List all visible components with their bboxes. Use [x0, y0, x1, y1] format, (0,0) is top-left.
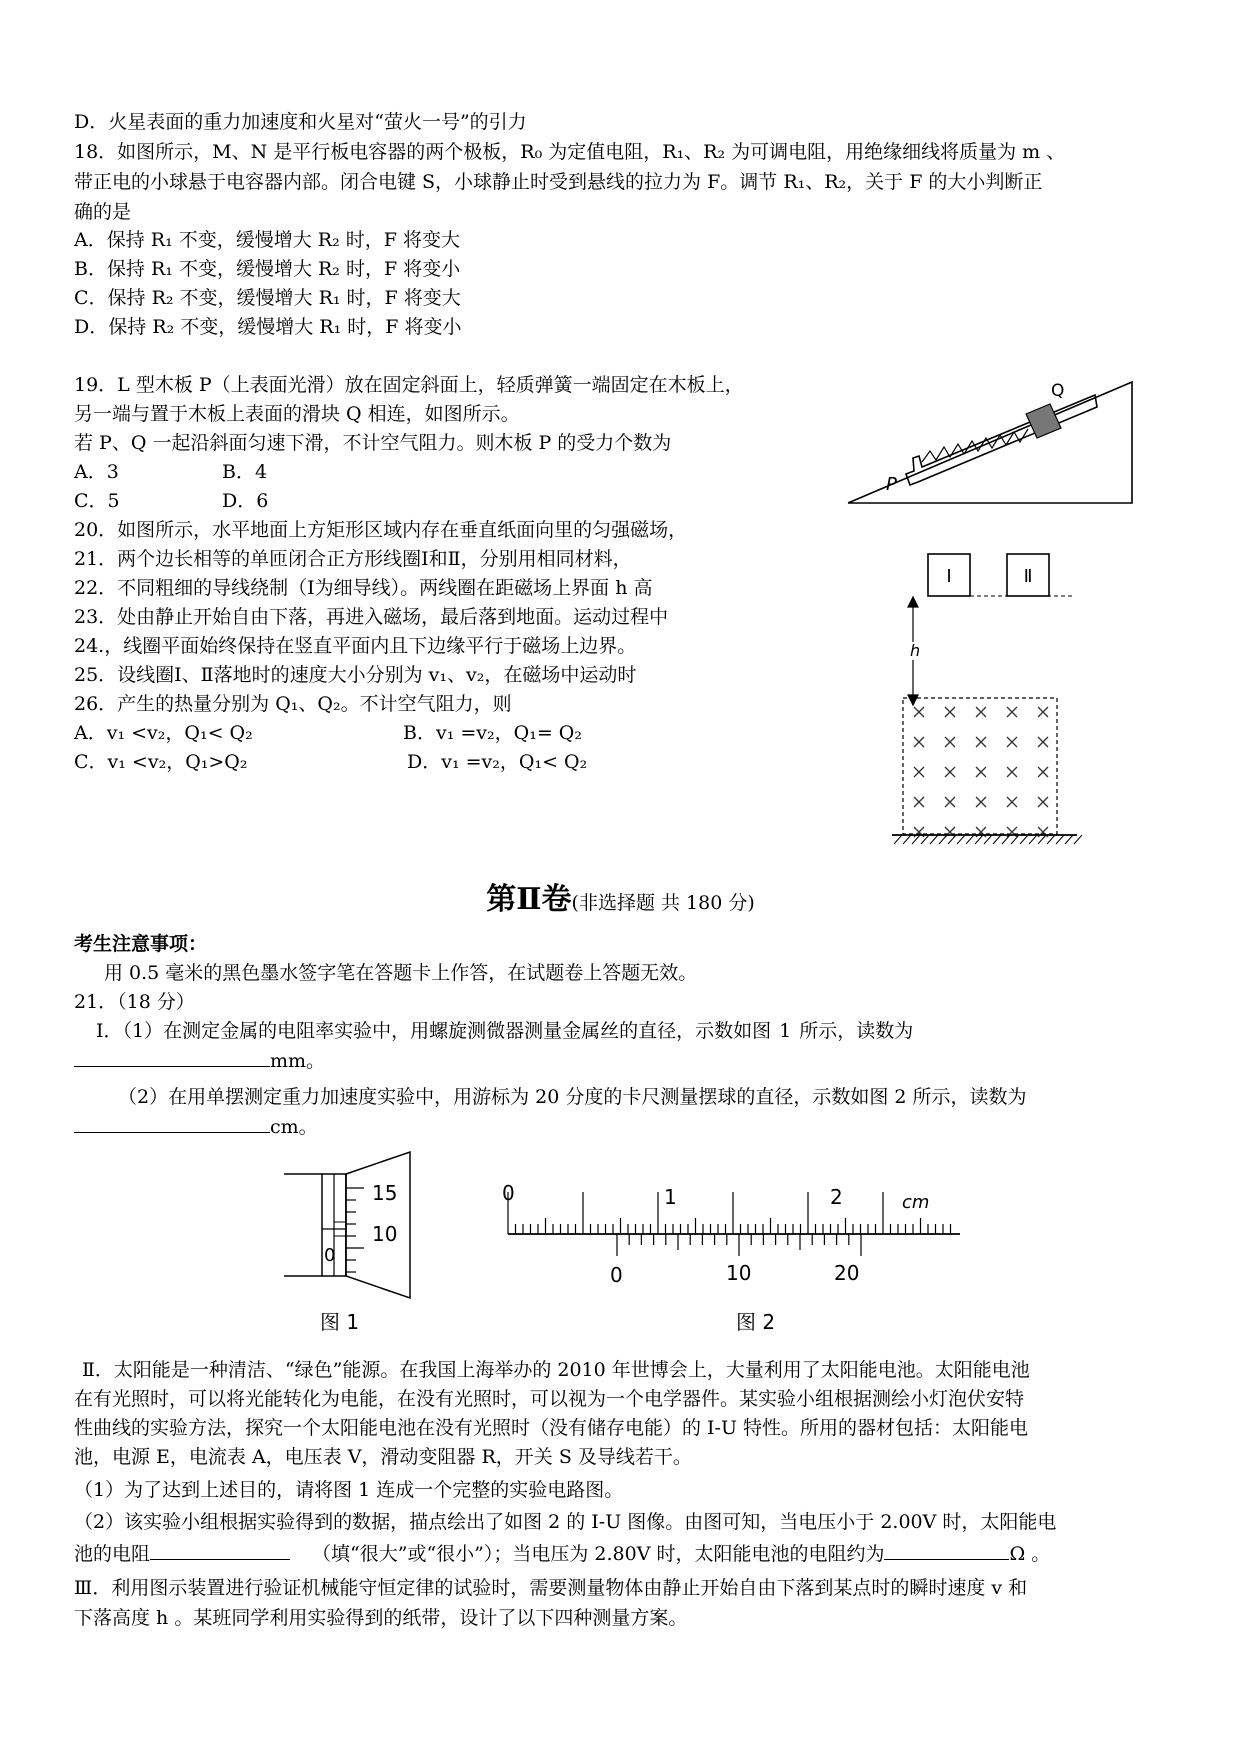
q20-line-25: 25．设线圈Ⅰ、Ⅱ落地时的速度大小分别为 v₁、v₂，在磁场中运动时 [74, 664, 637, 686]
part2-q2-line1: （2）该实验小组根据实验得到的数据，描点绘出了如图 2 的 I-U 图像。由图可知，当电压小于 2.00V 时，太阳能电 [74, 1511, 1057, 1533]
q20-line-26: 26．产生的热量分别为 Q₁、Q₂。不计空气阻力，则 [74, 693, 512, 715]
field-cross [914, 767, 924, 777]
field-cross [1038, 767, 1048, 777]
answer-blank-resistance-size[interactable] [150, 1541, 290, 1560]
figure1-caption: 图 1 [320, 1310, 360, 1334]
field-cross [976, 737, 986, 747]
main-unit-cm: cm [902, 1192, 930, 1213]
hatch-mark [1020, 835, 1028, 844]
part2-line3: 性曲线的实验方法，探究一个太阳能电池在没有光照时（没有储存电能）的 I-U 特性。所用的器材包括：太阳能电 [74, 1417, 1029, 1439]
field-cross [945, 707, 955, 717]
field-region [903, 698, 1057, 834]
part3-line1: Ⅲ．利用图示装置进行验证机械能守恒定律的试验时，需要测量物体由静止开始自由下落到某点时的瞬时速度 v 和 [74, 1577, 1028, 1599]
hatch-mark [966, 835, 974, 844]
label-q: Q [1051, 381, 1065, 401]
field-cross [976, 767, 986, 777]
q19-stem-line3: 若 P、Q 一起沿斜面匀速下滑，不计空气阻力。则木板 P 的受力个数为 [74, 432, 672, 454]
answer-blank-resistance-value[interactable] [884, 1541, 1009, 1560]
hatch-mark [903, 835, 911, 844]
notes-text: 用 0.5 毫米的黑色墨水签字笔在答题卡上作答，在试题卷上答题无效。 [104, 962, 698, 984]
q19-stem-line2: 另一端与置于木板上表面的滑块 Q 相连，如图所示。 [74, 403, 520, 425]
answer-blank-cm[interactable] [74, 1114, 270, 1133]
q19-stem-line1: 19．L 型木板 P（上表面光滑）放在固定斜面上，轻质弹簧一端固定在木板上， [74, 374, 744, 396]
micrometer-label-0: 0 [324, 1245, 336, 1266]
spring [922, 429, 1028, 462]
label-coil-ii: Ⅱ [1023, 566, 1033, 587]
q20-line-24: 24.，线圈平面始终保持在竖直平面内且下边缘平行于磁场上边界。 [74, 635, 637, 657]
q20-option-b: B．v₁ =v₂，Q₁= Q₂ [403, 722, 582, 744]
hatch-mark [957, 835, 965, 844]
q21-part2-line1: （2）在用单摆测定重力加速度实验中，用游标为 20 分度的卡尺测量摆球的直径，示数如图 2 所示，读数为 [118, 1086, 1027, 1108]
q18-option-a: A．保持 R₁ 不变，缓慢增大 R₂ 时，F 将变大 [74, 229, 460, 251]
field-cross [914, 797, 924, 807]
q19-option-d: D．6 [222, 490, 269, 512]
hatch-mark [993, 835, 1001, 844]
q19-option-a: A．3 [74, 461, 119, 483]
field-cross [1007, 737, 1017, 747]
field-crosses [914, 707, 1048, 837]
field-cross [914, 707, 924, 717]
q18-stem-line3: 确的是 [74, 201, 132, 223]
hatch-mark [1065, 835, 1073, 844]
part2-q2-text-b: （填“很大”或“很小”）；当电压为 2.80V 时，太阳能电池的电阻约为 [312, 1543, 885, 1565]
part2-q2-text-a: 池的电阻 [74, 1543, 151, 1565]
hatch-mark [1011, 835, 1019, 844]
part2-q2-text-c: Ω 。 [1009, 1543, 1051, 1565]
q19-option-c: C．5 [74, 490, 120, 512]
field-cross [945, 737, 955, 747]
main-label-2: 2 [830, 1185, 843, 1209]
notes-heading: 考生注意事项： [74, 933, 208, 955]
section-subtitle: (非选择题 共 180 分) [571, 892, 755, 914]
main-label-0: 0 [502, 1181, 515, 1205]
q20-option-a: A．v₁ <v₂，Q₁< Q₂ [74, 722, 253, 744]
field-cross [976, 797, 986, 807]
hatch-mark [930, 835, 938, 844]
q21-header: 21．（18 分） [74, 991, 195, 1013]
vernier-label-10: 10 [726, 1261, 752, 1285]
q20-line-21: 21．两个边长相等的单匝闭合正方形线圈Ⅰ和Ⅱ，分别用相同材料， [74, 548, 632, 570]
label-p: P [886, 474, 897, 495]
field-cross [1007, 797, 1017, 807]
vernier-scale-ticks [617, 1234, 861, 1256]
q19-option-b: B．4 [222, 461, 268, 483]
unit-cm: cm。 [270, 1116, 318, 1138]
part2-q1: （1）为了达到上述目的，请将图 1 连成一个完整的实验电路图。 [74, 1479, 624, 1501]
vernier-label-0: 0 [610, 1263, 623, 1287]
hatch-mark [1056, 835, 1064, 844]
q20-line-20: 20．如图所示，水平地面上方矩形区域内存在垂直纸面向里的匀强磁场， [74, 519, 688, 541]
hatch-mark [1074, 835, 1082, 844]
micrometer-label-15: 15 [372, 1181, 398, 1205]
q18-stem-line1: 18．如图所示，M、N 是平行板电容器的两个极板，R₀ 为定值电阻，R₁、R₂ 为可调电阻，用绝缘细线将质量为 m 、 [74, 141, 1066, 163]
hatch-mark [1029, 835, 1037, 844]
q18-option-b: B．保持 R₁ 不变，缓慢增大 R₂ 时，F 将变小 [74, 258, 461, 280]
section-title: 第Ⅱ卷 [486, 882, 572, 917]
label-coil-i: Ⅰ [946, 566, 952, 587]
incline-figure [840, 338, 1140, 513]
hatch-mark [921, 835, 929, 844]
ground-hatch [894, 835, 1082, 844]
main-scale-ticks [508, 1192, 951, 1234]
q20-option-c: C．v₁ <v₂，Q₁>Q₂ [74, 751, 248, 773]
part2-line1: Ⅱ．太阳能是一种清洁、“绿色”能源。在我国上海举办的 2010 年世博会上，大量利用了太阳能电池。太阳能电池 [82, 1359, 1030, 1381]
micrometer-label-10: 10 [372, 1222, 398, 1246]
part2-line4: 池，电源 E，电流表 A，电压表 V，滑动变阻器 R，开关 S 及导线若干。 [74, 1446, 692, 1468]
block-q [1026, 404, 1061, 438]
field-cross [1007, 707, 1017, 717]
field-cross [945, 797, 955, 807]
vernier-figure [490, 1180, 970, 1295]
hatch-mark [1002, 835, 1010, 844]
q18-option-c: C．保持 R₂ 不变，缓慢增大 R₁ 时，F 将变大 [74, 287, 461, 309]
field-cross [1007, 767, 1017, 777]
answer-blank-mm[interactable] [74, 1048, 270, 1067]
part3-line2: 下落高度 h 。某班同学利用实验得到的纸带，设计了以下四种测量方案。 [74, 1607, 688, 1629]
q21-part1-line1: Ⅰ．（1）在测定金属的电阻率实验中，用螺旋测微器测量金属丝的直径，示数如图 1 所示，读数为 [96, 1020, 914, 1042]
hatch-mark [912, 835, 920, 844]
unit-mm: mm。 [270, 1050, 326, 1072]
part2-line2: 在有光照时，可以将光能转化为电能，在没有光照时，可以视为一个电学器件。某实验小组根据测绘小灯泡伏安特 [74, 1388, 1025, 1410]
micrometer-figure [280, 1150, 430, 1300]
q21-part2-line2 [74, 1114, 318, 1139]
q18-stem-line2: 带正电的小球悬于电容器内部。闭合电键 S，小球静止时受到悬线的拉力为 F。调节 R₁、R₂，关于 F 的大小判断正 [74, 171, 1043, 193]
field-cross [1038, 707, 1048, 717]
q20-line-23: 23．处由静止开始自由下落，再进入磁场，最后落到地面。运动过程中 [74, 606, 669, 628]
field-cross [976, 707, 986, 717]
label-h: h [910, 641, 921, 660]
field-cross [1038, 797, 1048, 807]
field-cross [945, 767, 955, 777]
q20-option-d: D．v₁ =v₂，Q₁< Q₂ [407, 751, 588, 773]
hatch-mark [894, 835, 902, 844]
q18-option-d: D．保持 R₂ 不变，缓慢增大 R₁ 时，F 将变小 [74, 316, 462, 338]
section-heading [0, 874, 1241, 918]
q17-option-d: D．火星表面的重力加速度和火星对“萤火一号”的引力 [74, 111, 527, 133]
field-cross [1038, 737, 1048, 747]
magnetic-field-figure [880, 550, 1090, 850]
q21-part1-line2 [74, 1048, 325, 1073]
field-cross [914, 737, 924, 747]
q20-line-22: 22．不同粗细的导线绕制（Ⅰ为细导线）。两线圈在距磁场上界面 h 高 [74, 577, 653, 599]
figure2-caption: 图 2 [736, 1310, 776, 1334]
part2-q2-line2 [74, 1541, 1050, 1566]
vernier-label-20: 20 [834, 1261, 860, 1285]
hatch-mark [939, 835, 947, 844]
main-label-1: 1 [664, 1185, 677, 1209]
hatch-mark [948, 835, 956, 844]
